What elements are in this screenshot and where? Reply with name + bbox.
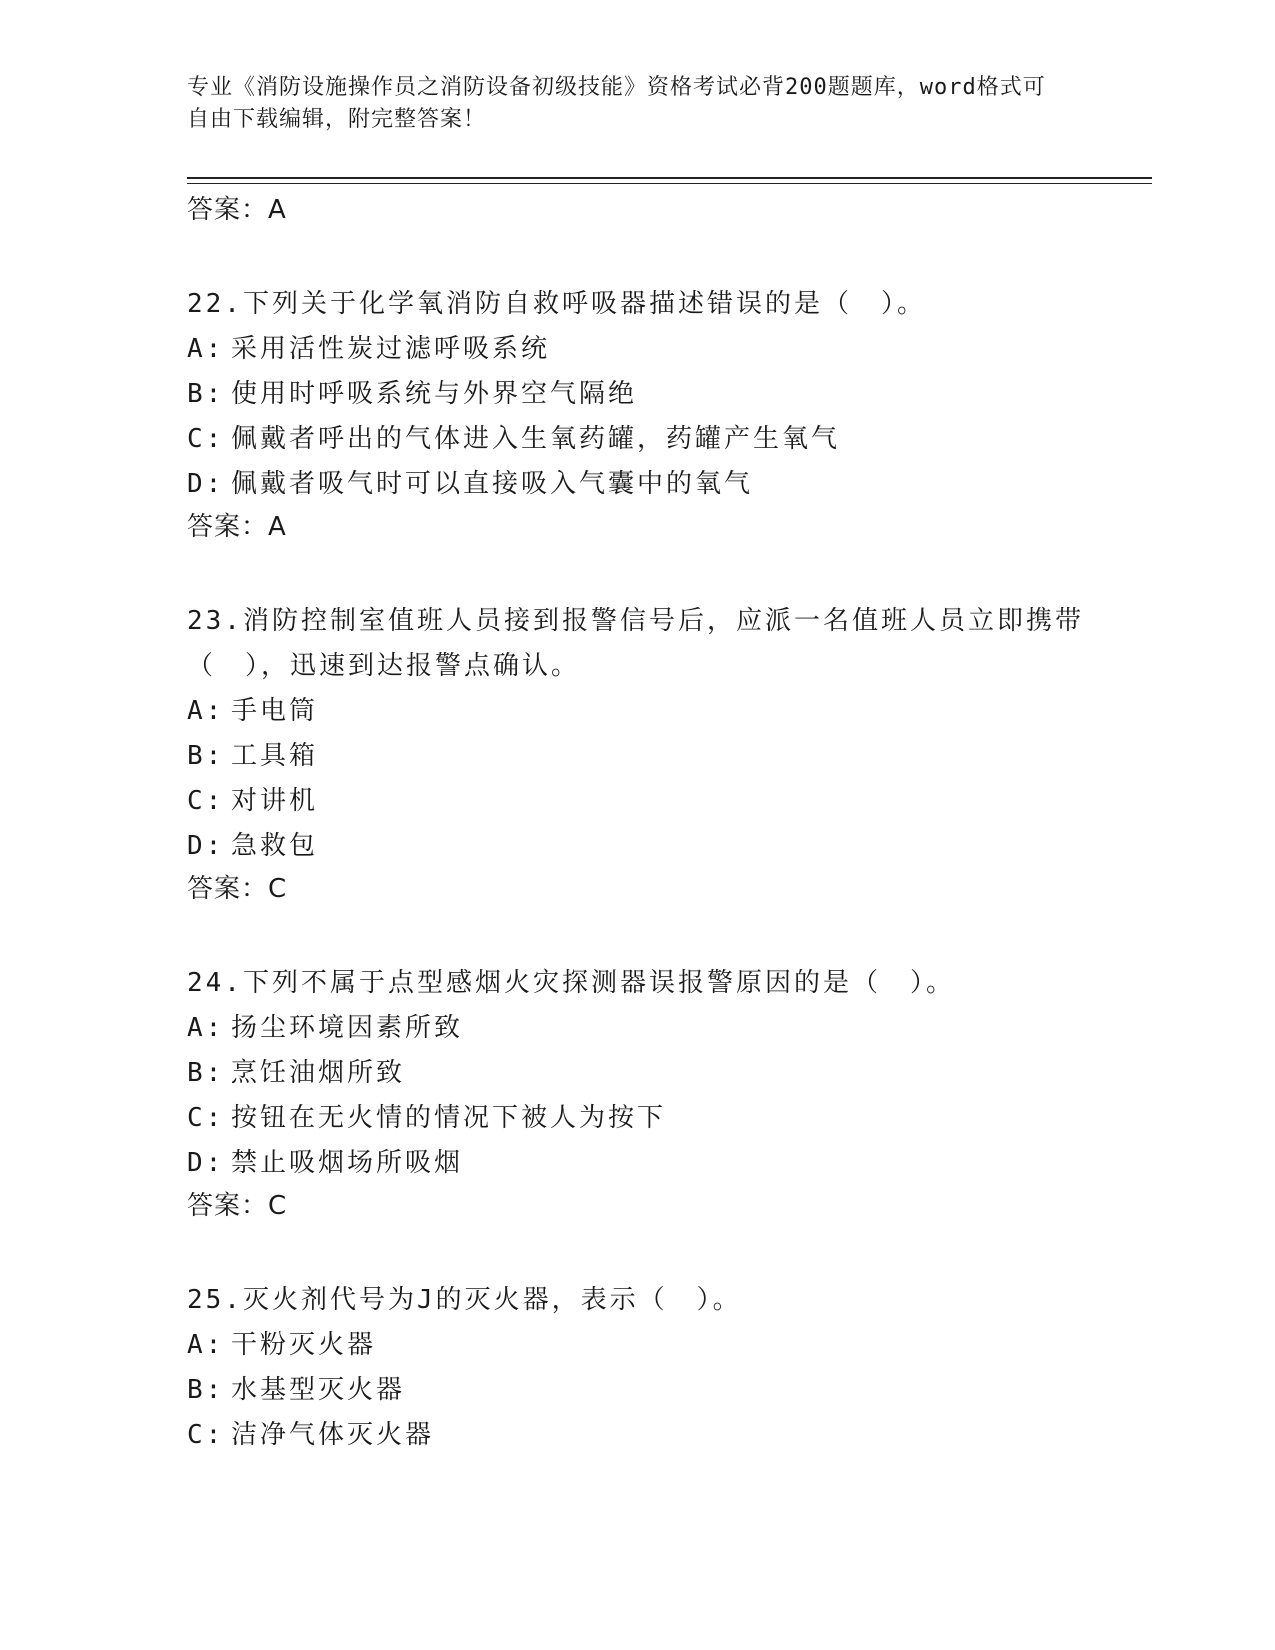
answer-line: 答案：C bbox=[187, 874, 288, 904]
option-letter: C: bbox=[187, 424, 225, 454]
option-b bbox=[187, 734, 1087, 779]
header-rule-thick bbox=[187, 177, 1152, 179]
question-text: 22.下列关于化学氧消防自救呼吸器描述错误的是（ ）。 bbox=[187, 289, 926, 319]
option-a bbox=[187, 1006, 1087, 1051]
option-d bbox=[187, 824, 1087, 869]
option-letter: B: bbox=[187, 741, 225, 771]
answer-line: 答案：A bbox=[187, 195, 287, 225]
option-a bbox=[187, 327, 1087, 372]
option-d bbox=[187, 1141, 1087, 1186]
option-letter: B: bbox=[187, 379, 225, 409]
question-list bbox=[187, 190, 1087, 1458]
header-rule-thin bbox=[187, 183, 1152, 184]
option-text: 按钮在无火情的情况下被人为按下 bbox=[231, 1103, 667, 1133]
answer-line: 答案：C bbox=[187, 1191, 288, 1221]
option-b bbox=[187, 1368, 1087, 1413]
option-a bbox=[187, 1323, 1087, 1368]
option-text: 使用时呼吸系统与外界空气隔绝 bbox=[231, 379, 638, 409]
option-b bbox=[187, 372, 1087, 417]
option-letter: C: bbox=[187, 786, 225, 816]
option-letter: D: bbox=[187, 831, 225, 861]
option-letter: D: bbox=[187, 469, 225, 499]
option-letter: B: bbox=[187, 1058, 225, 1088]
option-c bbox=[187, 417, 1087, 462]
option-text: 禁止吸烟场所吸烟 bbox=[231, 1148, 464, 1178]
question-25 bbox=[187, 1278, 1087, 1458]
option-text: 采用活性炭过滤呼吸系统 bbox=[231, 334, 551, 364]
question-text: 25.灭火剂代号为J的灭火器，表示（ ）。 bbox=[187, 1285, 742, 1315]
option-c bbox=[187, 1413, 1087, 1458]
option-c bbox=[187, 779, 1087, 824]
option-text: 洁净气体灭火器 bbox=[231, 1420, 435, 1450]
option-letter: D: bbox=[187, 1148, 225, 1178]
question-23 bbox=[187, 599, 1087, 909]
option-text: 烹饪油烟所致 bbox=[231, 1058, 406, 1088]
answer-line: 答案：A bbox=[187, 512, 287, 542]
option-b bbox=[187, 1051, 1087, 1096]
option-text: 扬尘环境因素所致 bbox=[231, 1013, 464, 1043]
option-text: 对讲机 bbox=[231, 786, 319, 816]
page-header: 专业《消防设施操作员之消防设备初级技能》资格考试必背200题题库，word格式可自由下载编辑，附完整答案！ bbox=[187, 75, 1046, 132]
option-d bbox=[187, 462, 1087, 507]
option-text: 佩戴者呼出的气体进入生氧药罐，药罐产生氧气 bbox=[231, 424, 841, 454]
option-letter: A: bbox=[187, 334, 225, 364]
option-letter: A: bbox=[187, 1013, 225, 1043]
option-letter: A: bbox=[187, 696, 225, 726]
question-text: 24.下列不属于点型感烟火灾探测器误报警原因的是（ ）。 bbox=[187, 968, 955, 998]
option-text: 干粉灭火器 bbox=[231, 1330, 377, 1360]
option-letter: A: bbox=[187, 1330, 225, 1360]
option-text: 急救包 bbox=[231, 831, 319, 861]
option-text: 手电筒 bbox=[231, 696, 319, 726]
option-text: 佩戴者吸气时可以直接吸入气囊中的氧气 bbox=[231, 469, 754, 499]
question-24 bbox=[187, 961, 1087, 1226]
option-a bbox=[187, 689, 1087, 734]
question-22 bbox=[187, 282, 1087, 547]
option-letter: C: bbox=[187, 1420, 225, 1450]
question-text: 23.消防控制室值班人员接到报警信号后，应派一名值班人员立即携带（ ），迅速到达报警点确认。 bbox=[187, 606, 1084, 681]
option-text: 工具箱 bbox=[231, 741, 319, 771]
option-text: 水基型灭火器 bbox=[231, 1375, 406, 1405]
option-c bbox=[187, 1096, 1087, 1141]
option-letter: B: bbox=[187, 1375, 225, 1405]
option-letter: C: bbox=[187, 1103, 225, 1133]
